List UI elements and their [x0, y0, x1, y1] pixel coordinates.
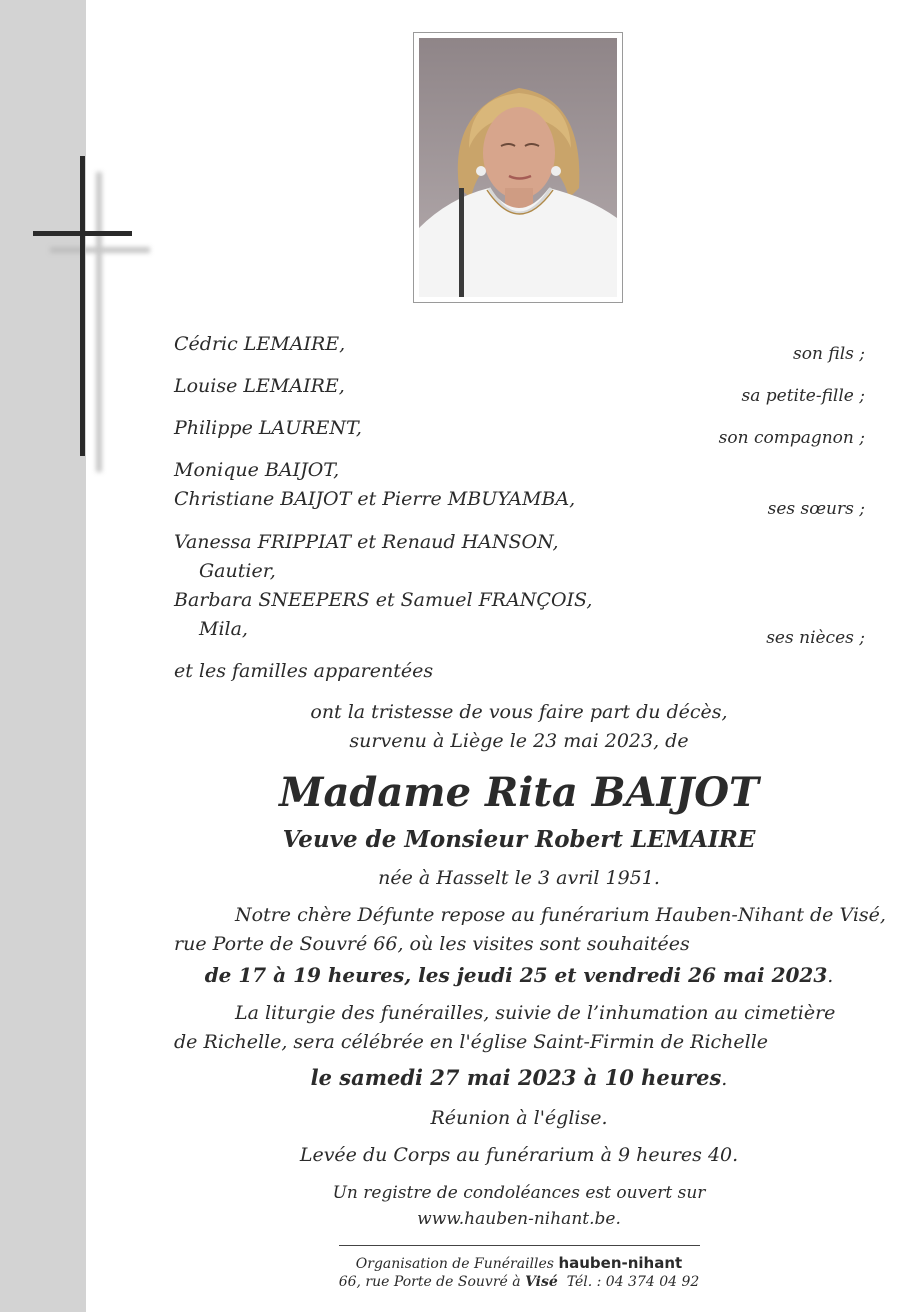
relation-5: ses nièces ; [766, 628, 865, 648]
condolences-link[interactable]: www.hauben-nihant.be. [417, 1209, 621, 1229]
family-name-1: Cédric LEMAIRE, [174, 333, 346, 355]
funeral-line-1: La liturgie des funérailles, suivie de l’inhumation au cimetière [235, 1002, 836, 1024]
footer-address: 66, rue Porte de Souvré à [338, 1274, 521, 1290]
funeral-punct: . [721, 1068, 728, 1090]
footer-address-row [172, 1273, 866, 1291]
announcement-line-1: ont la tristesse de vous faire part du décès, [310, 701, 728, 723]
relation-3: son compagnon ; [718, 428, 865, 448]
deceased-name: Madame Rita BAIJOT [279, 769, 759, 816]
announcement-line-2: survenu à Liège le 23 mai 2023, de [349, 730, 689, 752]
family-name-3: Philippe LAURENT, [174, 417, 362, 439]
funeral-line-2: de Richelle, sera célébrée en l'église Saint-Firmin de Richelle [174, 1031, 769, 1053]
family-name-4b: Christiane BAIJOT et Pierre MBUYAMBA, [174, 488, 576, 510]
relation-4: ses sœurs ; [767, 499, 865, 519]
families-line: et les familles apparentées [174, 660, 434, 682]
footer-city: Visé [525, 1274, 558, 1290]
family-name-4a: Monique BAIJOT, [174, 459, 340, 481]
portrait-frame [413, 32, 623, 303]
condolences-line-1: Un registre de condoléances est ouvert sur [332, 1183, 706, 1203]
levee-line: Levée du Corps au funérarium à 9 heures 40. [299, 1144, 739, 1166]
funeral-date: le samedi 27 mai 2023 à 10 heures [310, 1065, 722, 1090]
family-name-5b: Gautier, [199, 560, 276, 582]
family-name-2: Louise LEMAIRE, [174, 375, 345, 397]
cross-icon [0, 0, 160, 480]
visitation-line-2: rue Porte de Souvré 66, où les visites sont souhaitées [174, 933, 690, 955]
footer-org-row [172, 1254, 866, 1273]
birth-line: née à Hasselt le 3 avril 1951. [378, 867, 660, 889]
brand-name: hauben-nihant [558, 1254, 683, 1272]
visitation-line-1: Notre chère Défunte repose au funérarium Hauben-Nihant de Visé, [235, 904, 886, 926]
meeting-line: Réunion à l'église. [430, 1107, 608, 1129]
visitation-punct: . [827, 965, 834, 987]
family-name-5d: Mila, [199, 618, 248, 640]
widow-of: Veuve de Monsieur Robert LEMAIRE [282, 826, 756, 853]
footer-org-prefix: Organisation de Funérailles [355, 1256, 554, 1272]
portrait-photo [419, 38, 617, 297]
family-name-5a: Vanessa FRIPPIAT et Renaud HANSON, [174, 531, 559, 553]
family-name-5c: Barbara SNEEPERS et Samuel FRANÇOIS, [174, 589, 593, 611]
visitation-hours-row [172, 963, 866, 988]
footer-divider [339, 1245, 700, 1246]
footer-phone: Tél. : 04 374 04 92 [566, 1274, 700, 1290]
relation-2: sa petite-fille ; [741, 386, 865, 406]
relation-1: son fils ; [793, 344, 865, 364]
funeral-date-row [172, 1066, 866, 1091]
visitation-hours: de 17 à 19 heures, les jeudi 25 et vendredi 26 mai 2023 [204, 963, 828, 987]
